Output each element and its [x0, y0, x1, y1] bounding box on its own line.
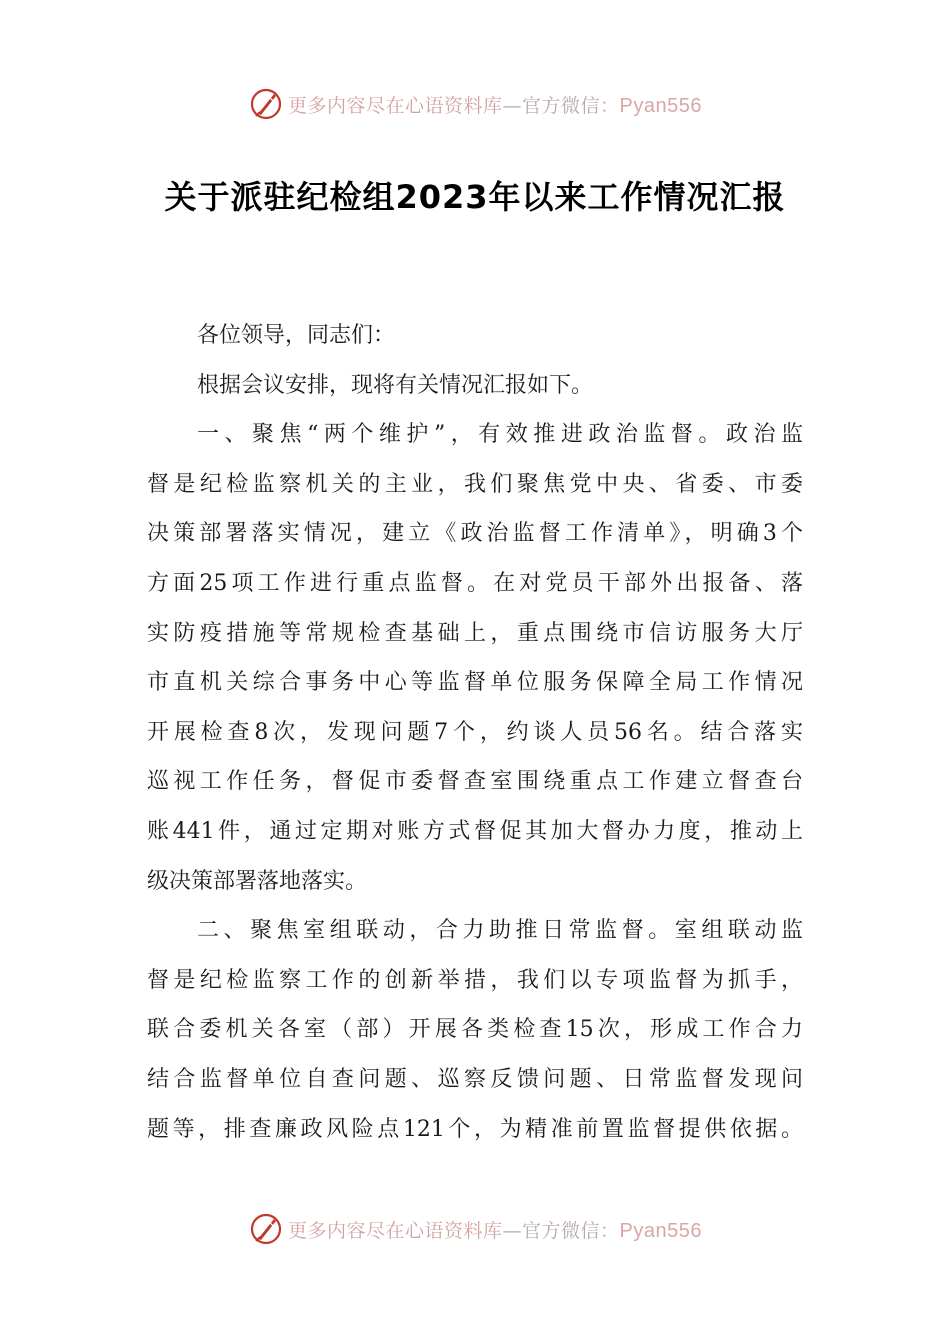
banner-wechat-id: Pyan556: [619, 94, 702, 117]
section-two-line: 结合监督单位自查问题、巡察反馈问题、日常监督发现问: [147, 1066, 803, 1092]
document-body: [147, 311, 803, 1154]
header-watermark-banner: [0, 84, 950, 124]
section-one-line: 开展检查8次，发现问题7个，约谈人员56名。结合落实: [147, 719, 803, 745]
section-one-heading-line: 一、聚焦“两个维护”，有效推进政治监督。政治监: [197, 422, 803, 448]
banner-main-text: 更多内容尽在心语资料库: [288, 94, 503, 117]
banner-text-group: [288, 1216, 702, 1243]
banner-suffix-text: —官方微信：: [502, 1219, 620, 1242]
section-one-line: 账441件，通过定期对账方式督促其加大督办力度，推动上: [147, 818, 803, 844]
intro-line: 根据会议安排，现将有关情况汇报如下。: [197, 372, 594, 398]
quill-logo-icon: [248, 86, 284, 122]
document-title: 关于派驻纪检组2023年以来工作情况汇报: [164, 178, 786, 216]
banner-suffix-text: —官方微信：: [502, 94, 620, 117]
section-two-line: 联合委机关各室（部）开展各类检查15次，形成工作合力: [147, 1017, 803, 1043]
banner-text-group: [288, 91, 702, 118]
salutation-line: 各位领导，同志们：: [197, 323, 396, 348]
quill-logo-icon: [248, 1211, 284, 1247]
section-two-line: 督是纪检监察工作的创新举措，我们以专项监督为抓手，: [147, 967, 803, 993]
section-one-line: 方面25项工作进行重点监督。在对党员干部外出报备、落: [147, 570, 803, 596]
section-one-line: 市直机关综合事务中心等监督单位服务保障全局工作情况: [147, 670, 803, 696]
section-one-line: 实防疫措施等常规检查基础上，重点围绕市信访服务大厅: [147, 620, 803, 646]
section-one-line: 决策部署落实情况，建立《政治监督工作清单》，明确3个: [147, 521, 803, 547]
section-one-last-line: 级决策部署落地落实。: [147, 868, 368, 894]
footer-watermark-banner: [0, 1209, 950, 1249]
banner-wechat-id: Pyan556: [619, 1219, 702, 1242]
section-one-line: 巡视工作任务，督促市委督查室围绕重点工作建立督查台: [147, 769, 803, 795]
section-one-line: 督是纪检监察机关的主业，我们聚焦党中央、省委、市委: [147, 471, 803, 497]
banner-main-text: 更多内容尽在心语资料库: [288, 1219, 503, 1242]
section-two-line: 题等，排查廉政风险点121个，为精准前置监督提供依据。: [147, 1116, 803, 1142]
section-two-heading-line: 二、聚焦室组联动，合力助推日常监督。室组联动监: [197, 918, 803, 944]
